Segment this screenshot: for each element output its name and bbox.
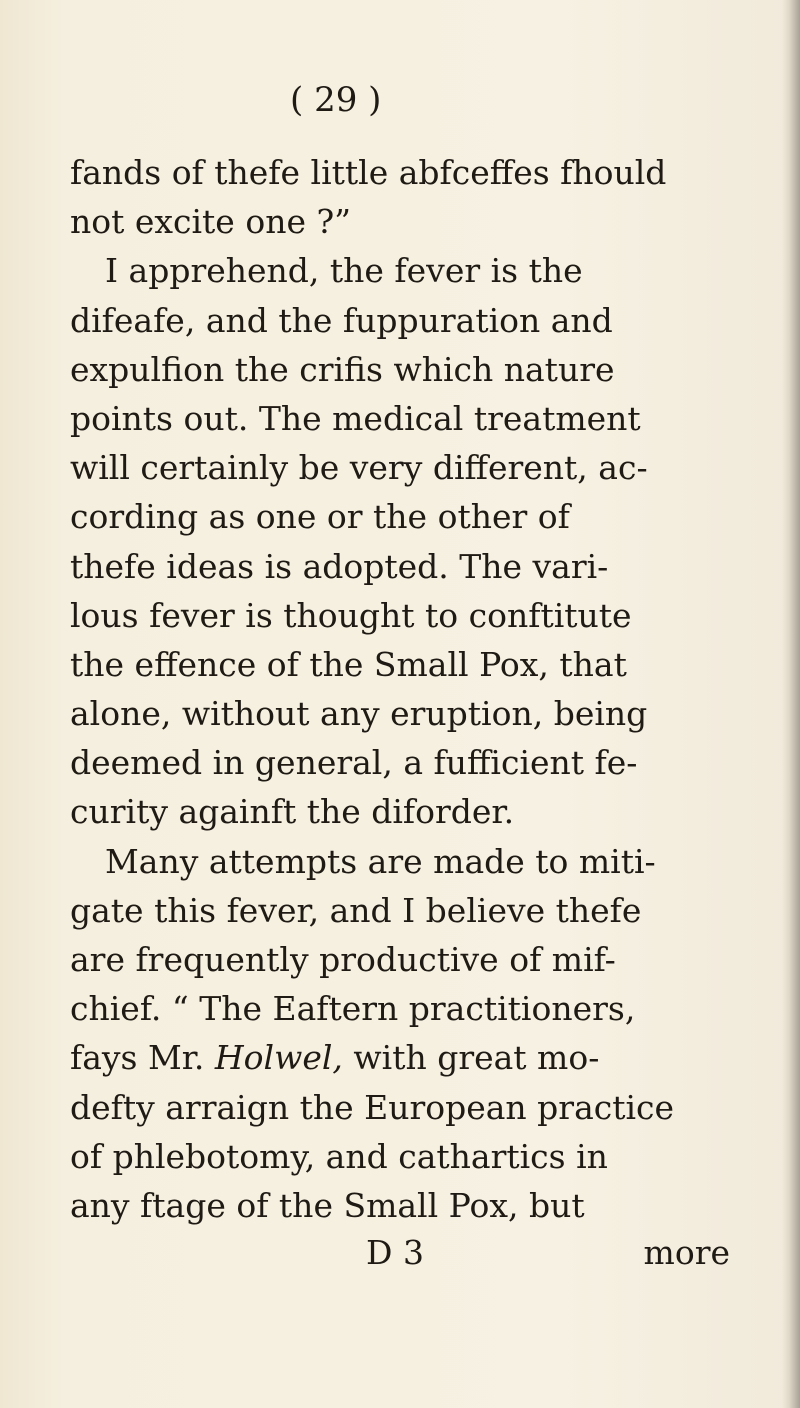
text-line-10: lous fever is thought to conftitute	[70, 595, 632, 635]
text-line-21: of phlebotomy, and cathartics in	[70, 1136, 608, 1176]
text-line-16: gate this fever, and I believe thefe	[70, 890, 642, 930]
text-line-11: the effence of the Small Pox, that	[70, 644, 627, 684]
text-line-14: curity againft the diforder.	[70, 792, 515, 832]
text-line-20: defty arraign the European practice	[70, 1087, 675, 1127]
text-line-9: thefe ideas is adopted. The vari-	[70, 546, 609, 586]
page-footer	[70, 1228, 730, 1277]
text-line-1: fands of thefe little abfceffes fhould	[70, 153, 667, 192]
author-name: Holwel,	[214, 1038, 343, 1078]
page-number-header: ( 29 )	[290, 80, 382, 120]
catchword: more	[643, 1233, 730, 1272]
text-line-12: alone, without any eruption, being	[70, 694, 648, 734]
text-line-15: Many attempts are made to miti-	[105, 841, 656, 881]
signature-mark: D 3	[366, 1233, 424, 1272]
text-line-19-start: fays Mr.	[70, 1038, 215, 1078]
text-line-6: points out. The medical treatment	[70, 398, 641, 438]
page-edge-shadow	[782, 0, 800, 1408]
text-line-3: I apprehend, the fever is the	[105, 251, 583, 291]
text-line-4: difeafe, and the fuppuration and	[70, 300, 613, 340]
text-line-22: any ftage of the Small Pox, but	[70, 1185, 585, 1225]
text-line-19	[70, 1033, 730, 1082]
text-line-19-end: with great mo-	[342, 1038, 600, 1078]
text-line-17: are frequently productive of mif-	[70, 940, 616, 979]
text-line-5: expulfion the crifis which nature	[70, 349, 615, 389]
text-line-18: chief. “ The Eaftern practitioners,	[70, 989, 636, 1029]
text-line-13: deemed in general, a fufficient fe-	[70, 743, 638, 783]
text-line-7: will certainly be very different, ac-	[70, 448, 648, 488]
text-line-2: not excite one ?”	[70, 202, 352, 242]
text-line-8: cording as one or the other of	[70, 497, 570, 537]
body-text	[70, 148, 730, 1230]
